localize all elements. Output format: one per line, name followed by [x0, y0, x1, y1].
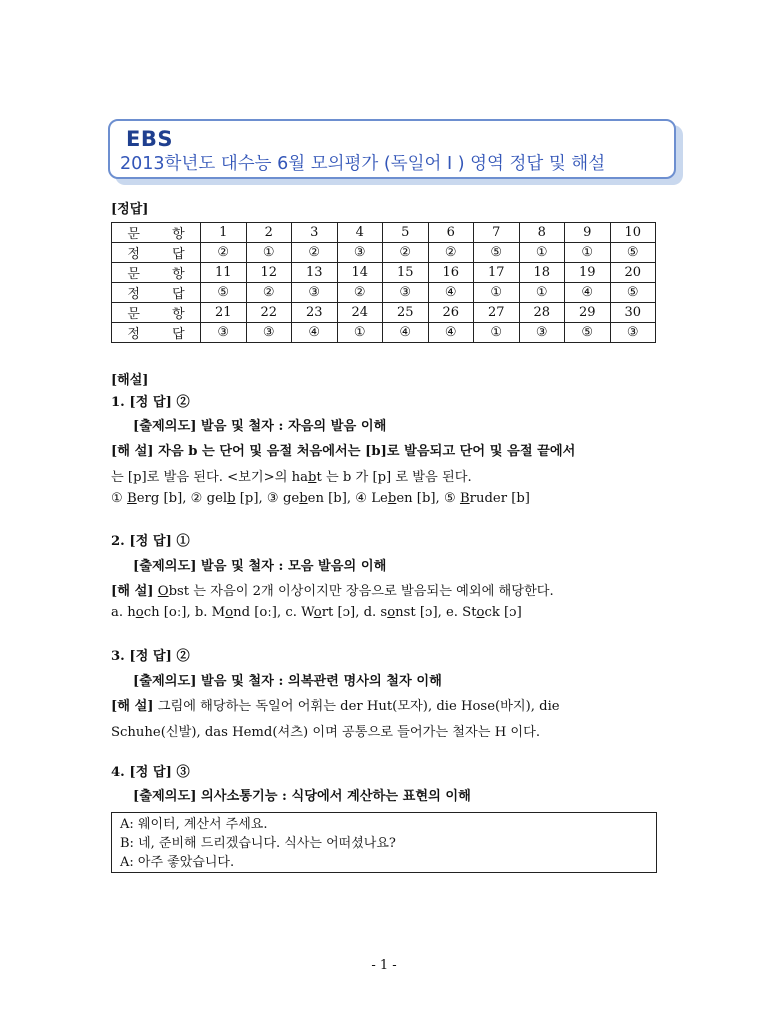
answer-row-label: 정 답 — [112, 283, 201, 303]
document-title: 2013학년도 대수능 6월 모의평가 (독일어 I ) 영역 정답 및 해설 — [120, 154, 606, 174]
answer-cell: ④ — [383, 323, 429, 343]
ebs-logo: EBS — [126, 127, 173, 151]
question-number-cell: 13 — [292, 263, 338, 283]
question-number-cell: 23 — [292, 303, 338, 323]
q1-example-4: ④ Leben [b], — [355, 491, 440, 506]
answer-cell: ③ — [201, 323, 247, 343]
q4-heading: 4. [정 답] ③ — [111, 765, 190, 780]
answer-cell: ② — [337, 283, 383, 303]
question-number-cell: 22 — [246, 303, 292, 323]
dialog-line: A: 아주 좋았습니다. — [120, 855, 235, 870]
answer-cell: ② — [201, 243, 247, 263]
answer-cell: ③ — [337, 243, 383, 263]
answer-cell: ② — [428, 243, 474, 263]
answer-cell: ① — [519, 283, 565, 303]
question-number-cell: 3 — [292, 223, 338, 243]
q1-example-1: ① Berg [b], — [111, 491, 187, 506]
question-number-cell: 24 — [337, 303, 383, 323]
answer-cell: ⑤ — [201, 283, 247, 303]
q4-intent: [출제의도] 의사소통기능 : 식당에서 계산하는 표현의 이해 — [133, 789, 471, 804]
q2-example-b: b. Mond [oː], — [194, 605, 282, 620]
question-row-label: 문 항 — [112, 303, 201, 323]
question-number-cell: 14 — [337, 263, 383, 283]
question-number-cell: 11 — [201, 263, 247, 283]
answer-cell: ① — [519, 243, 565, 263]
question-number-cell: 18 — [519, 263, 565, 283]
page-number: - 1 - — [371, 958, 397, 973]
q1-example-3: ③ geben [b], — [266, 491, 352, 506]
answer-cell: ④ — [428, 323, 474, 343]
answer-cell: ② — [292, 243, 338, 263]
question-row — [112, 223, 656, 243]
answer-cell: ③ — [246, 323, 292, 343]
answer-cell: ③ — [519, 323, 565, 343]
answer-cell: ⑤ — [474, 243, 520, 263]
q1-example-2: ② gelb [p], — [190, 491, 263, 506]
answer-cell: ① — [474, 283, 520, 303]
q2-examples — [111, 605, 522, 620]
answer-cell: ③ — [292, 283, 338, 303]
question-number-cell: 16 — [428, 263, 474, 283]
q2-example-d: d. sonst [ɔ], — [363, 605, 442, 620]
question-number-cell: 21 — [201, 303, 247, 323]
answer-cell: ④ — [428, 283, 474, 303]
question-number-cell: 17 — [474, 263, 520, 283]
answer-cell: ② — [383, 243, 429, 263]
answer-row — [112, 323, 656, 343]
question-number-cell: 29 — [565, 303, 611, 323]
q1-example-5: ⑤ Bruder [b] — [443, 491, 530, 506]
question-number-cell: 25 — [383, 303, 429, 323]
q3-explanation-line2: Schuhe(신발), das Hemd(셔츠) 이며 공통으로 들어가는 철자는 H 이다. — [111, 725, 541, 740]
q2-heading: 2. [정 답] ① — [111, 534, 190, 549]
q1-intent: [출제의도] 발음 및 철자 : 자음의 발음 이해 — [133, 419, 387, 434]
dialog-line: A: 웨이터, 계산서 주세요. — [120, 817, 268, 832]
question-number-cell: 6 — [428, 223, 474, 243]
answer-cell: ③ — [610, 323, 656, 343]
answer-cell: ② — [246, 283, 292, 303]
q3-intent: [출제의도] 발음 및 철자 : 의복관련 명사의 철자 이해 — [133, 674, 442, 689]
q2-intent: [출제의도] 발음 및 철자 : 모음 발음의 이해 — [133, 559, 387, 574]
answer-cell: ⑤ — [565, 323, 611, 343]
q1-explanation-line2: 는 [p]로 발음 된다. <보기>의 habt 는 b 가 [p] 로 발음 된다. — [111, 470, 472, 485]
question-row — [112, 263, 656, 283]
q1-explanation-line1: [해 설] 자음 b 는 단어 및 음절 처음에서는 [b]로 발음되고 단어 및 음절 끝에서 — [111, 444, 576, 459]
q2-example-a: a. hoch [oː], — [111, 605, 191, 620]
answer-row — [112, 283, 656, 303]
question-number-cell: 7 — [474, 223, 520, 243]
q2-explanation: [해 설] Obst 는 자음이 2개 이상이지만 장음으로 발음되는 예외에 해당한다. — [111, 584, 554, 599]
question-row-label: 문 항 — [112, 263, 201, 283]
question-number-cell: 9 — [565, 223, 611, 243]
question-row — [112, 303, 656, 323]
question-number-cell: 4 — [337, 223, 383, 243]
question-number-cell: 15 — [383, 263, 429, 283]
answer-cell: ⑤ — [610, 243, 656, 263]
answer-cell: ① — [474, 323, 520, 343]
question-number-cell: 20 — [610, 263, 656, 283]
answer-cell: ④ — [565, 283, 611, 303]
answer-cell: ⑤ — [610, 283, 656, 303]
answer-cell: ③ — [383, 283, 429, 303]
question-number-cell: 10 — [610, 223, 656, 243]
question-number-cell: 30 — [610, 303, 656, 323]
question-number-cell: 27 — [474, 303, 520, 323]
answer-table — [111, 222, 656, 343]
question-number-cell: 2 — [246, 223, 292, 243]
answer-cell: ④ — [292, 323, 338, 343]
question-number-cell: 1 — [201, 223, 247, 243]
q2-example-e: e. Stock [ɔ] — [445, 605, 522, 620]
answers-label: [정답] — [111, 202, 149, 217]
q1-examples — [111, 491, 530, 506]
q1-heading: 1. [정 답] ② — [111, 395, 190, 410]
answer-row-label: 정 답 — [112, 243, 201, 263]
question-number-cell: 5 — [383, 223, 429, 243]
question-number-cell: 28 — [519, 303, 565, 323]
document-header — [108, 119, 676, 179]
answer-cell: ① — [337, 323, 383, 343]
q3-heading: 3. [정 답] ② — [111, 649, 190, 664]
answer-cell: ① — [246, 243, 292, 263]
question-number-cell: 8 — [519, 223, 565, 243]
question-number-cell: 26 — [428, 303, 474, 323]
question-number-cell: 19 — [565, 263, 611, 283]
q3-explanation-line1: [해 설] 그림에 해당하는 독일어 어휘는 der Hut(모자), die Hose(바지), die — [111, 699, 560, 714]
question-row-label: 문 항 — [112, 223, 201, 243]
answer-row — [112, 243, 656, 263]
question-number-cell: 12 — [246, 263, 292, 283]
answer-row-label: 정 답 — [112, 323, 201, 343]
dialog-line: B: 네, 준비해 드리겠습니다. 식사는 어떠셨나요? — [120, 836, 396, 851]
answer-cell: ① — [565, 243, 611, 263]
q4-dialog-box — [111, 812, 657, 873]
q2-example-c: c. Wort [ɔ], — [285, 605, 360, 620]
explanation-label: [해설] — [111, 373, 149, 388]
